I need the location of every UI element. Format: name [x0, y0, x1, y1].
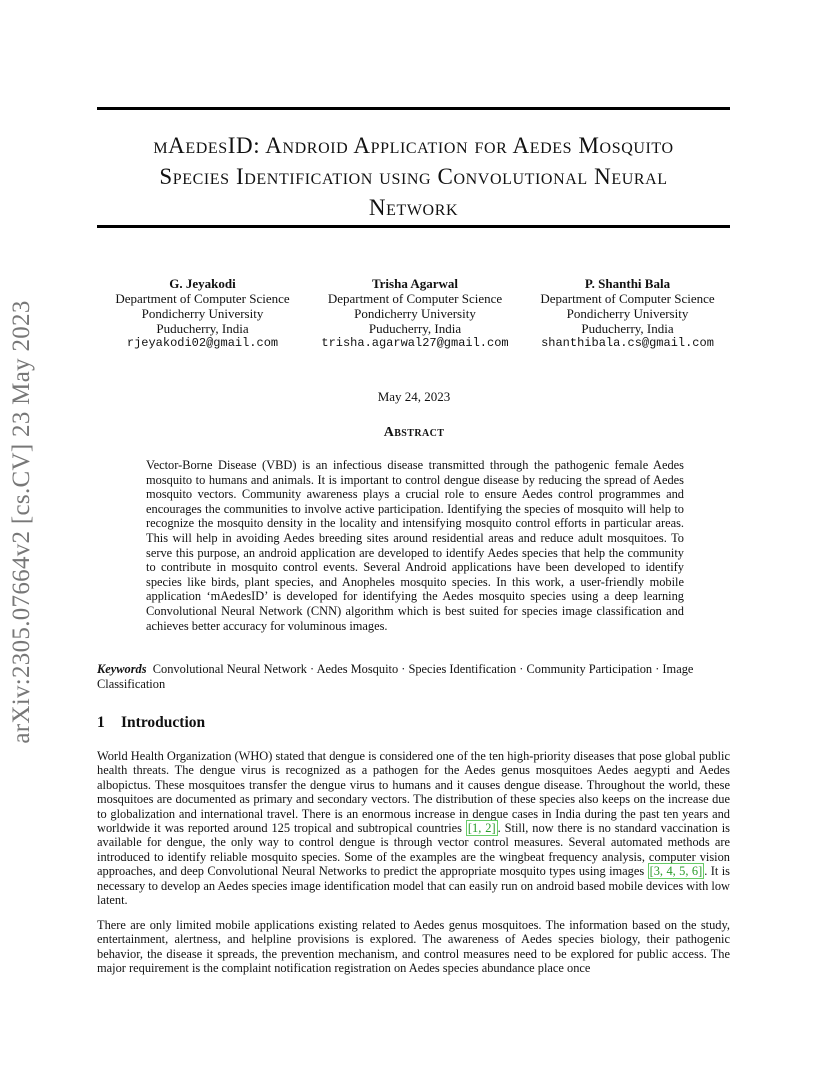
intro-paragraph-2: There are only limited mobile applications existing related to Aedes genus mosquitoes. The information based on the study, entertainment, alertness, and helpline provisions is explored. The awareness of Aedes species biology, their pathogenic behavior, the disease it spreads, the prevention mechanism, and control measures need to be explored for public access. The major requirement is the complaint notification registration on Aedes species abundance place once — [97, 918, 730, 976]
intro-p1-text-b: . Still, now there is no standard vaccination is available for dengue, the only way to control dengue is through vector control measures. Several automated methods are introduced to identify reliable mosquito species. Some of the examples are the wingbeat frequency analysis, computer vision approaches, and deep Convolutional Neural Networks to predict the appropriate mosquito types using images — [97, 821, 730, 879]
paper-title — [97, 130, 730, 223]
author-email[interactable]: trisha.agarwal27@gmail.com — [321, 336, 509, 350]
arxiv-sidebar-stamp: arXiv:2305.07664v2 [cs.CV] 23 May 2023 — [8, 300, 35, 744]
author-2 — [313, 276, 518, 351]
citation-link[interactable]: [1, 2] — [467, 821, 496, 836]
keywords-list: Convolutional Neural Network · Aedes Mosquito · Species Identification · Community Participation · Image Classification — [97, 662, 694, 691]
author-department: Department of Computer Science — [327, 291, 503, 306]
publication-date: May 24, 2023 — [377, 389, 451, 404]
title-line-3: Network — [368, 195, 459, 220]
author-1 — [100, 276, 305, 351]
author-department: Department of Computer Science — [540, 291, 715, 306]
intro-p1-text-c: . It is necessary to develop an Aedes species image identification model that can easily run on android based mobile devices with low latent. — [97, 864, 730, 908]
title-line-2: Species Identification using Convolutional Neural — [159, 164, 668, 189]
citation-link[interactable]: [3, 4, 5, 6] — [649, 864, 703, 879]
abstract-heading: Abstract — [383, 425, 445, 440]
section-number: 1 — [97, 714, 105, 731]
section-heading-introduction — [97, 714, 205, 732]
author-location: Puducherry, India — [368, 321, 462, 336]
keywords — [97, 662, 730, 692]
author-university: Pondicherry University — [141, 306, 264, 321]
title-bottom-rule — [97, 225, 730, 228]
abstract-text: Vector-Borne Disease (VBD) is an infectious disease transmitted through the pathogenic female Aedes mosquito to humans and animals. It is important to control dengue disease by reducing the spread of Aedes mosquito vectors. Community awareness plays a crucial role to ensure Aedes control programmes and encourages the communities to involve active participation. Identifying the species of mosquito will help to recognize the mosquito density in the locality and intensifying mosquito control efforts in particular areas. This will help in avoiding Aedes breeding sites around residential areas and reduce adult mosquitoes. To serve this purpose, an android application are developed to identify Aedes species that help the community to contribute in mosquito control events. Several Android applications have been developed to identify species like birds, plant species, and Anopheles mosquito species. In this work, a user-friendly mobile application ‘mAedesID’ is developed for identifying the Aedes mosquito species using a deep learning Convolutional Neural Network (CNN) algorithm which is best suited for species image classification and achieves better accuracy for voluminous images. — [146, 458, 684, 633]
author-email[interactable]: shanthibala.cs@gmail.com — [541, 336, 714, 350]
author-department: Department of Computer Science — [115, 291, 290, 306]
author-name: P. Shanthi Bala — [584, 276, 671, 291]
title-top-rule — [97, 107, 730, 110]
title-line-1: mAedesID: Android Application for Aedes Mosquito — [153, 133, 674, 158]
author-email[interactable]: rjeyakodi02@gmail.com — [126, 336, 279, 350]
intro-paragraph-1 — [97, 749, 730, 907]
author-location: Puducherry, India — [581, 321, 674, 336]
author-university: Pondicherry University — [354, 306, 476, 321]
author-block — [100, 276, 730, 351]
author-location: Puducherry, India — [156, 321, 249, 336]
intro-p1-text-a: World Health Organization (WHO) stated that dengue is considered one of the ten high-priority diseases that pose global public health threats. The dengue virus is recognized as a pathogen for the Aedes genus mosquitoes Aedes aegypti and Aedes albopictus. These mosquitoes transfer the dengue virus to humans and it causes dengue disease. Throughout the world, these mosquitoes are documented as primary and secondary vectors. The distribution of these species also keeps on the increase due to globalization and international travel. There is an enormous increase in dengue cases in India during the past ten years and worldwide it was reported around 125 tropical and subtropical countries — [97, 749, 730, 836]
author-name: G. Jeyakodi — [169, 276, 236, 291]
author-name: Trisha Agarwal — [371, 276, 459, 291]
author-university: Pondicherry University — [566, 306, 689, 321]
author-3 — [525, 276, 730, 351]
section-title: Introduction — [121, 714, 206, 731]
keywords-label: Keywords — [97, 662, 147, 676]
